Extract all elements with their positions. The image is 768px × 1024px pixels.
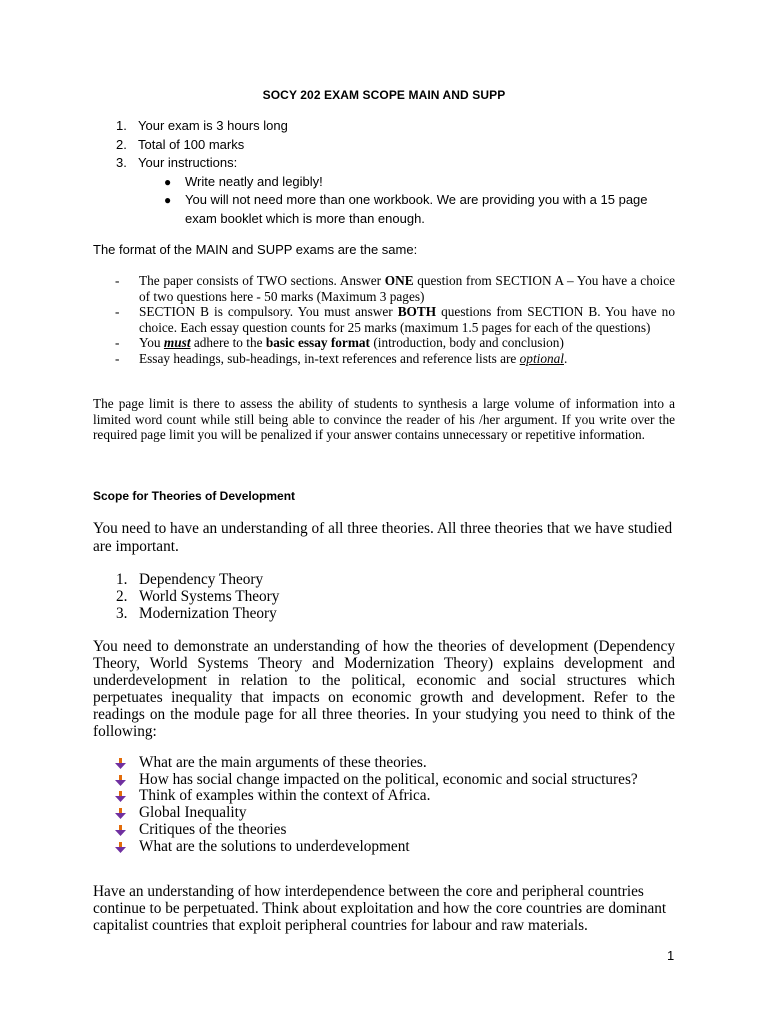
- page-title: SOCY 202 EXAM SCOPE MAIN AND SUPP: [262, 88, 506, 102]
- instructions-bullets: [92, 173, 660, 229]
- list-item: What are the solutions to underdevelopment: [93, 839, 638, 856]
- theories-list: [93, 571, 279, 622]
- dash-icon: -: [115, 273, 120, 288]
- list-item: How has social change impacted on the political, economic and social structures?: [93, 772, 638, 789]
- bullet-icon: ●: [164, 193, 172, 207]
- demonstrate-paragraph: You need to demonstrate an understanding of how the theories of development (Dependency Theory, World Systems Theory and Modernization Theory) explains development and underdevelopment in relation to the political, economic and social structures which perpetuates inequality that impacts on economic growth and development. Refer to the readings on the module page for all three theories. In your studying you need to think of the following:: [93, 638, 675, 741]
- list-item: - Essay headings, sub-headings, in-text references and reference lists are optional.: [115, 350, 568, 366]
- list-item: - The paper consists of TWO sections. Answer ONE question from SECTION A – You have a choice of two questions here - 50 marks (Maximum 3 pages): [115, 273, 676, 304]
- understanding-paragraph: You need to have an understanding of all three theories. All three theories that we have studied are important.: [93, 520, 673, 555]
- arrow-down-icon: [115, 842, 127, 854]
- list-item: 1. Your exam is 3 hours long: [116, 118, 288, 133]
- dash-icon: -: [115, 304, 120, 320]
- list-item: What are the main arguments of these theories.: [93, 755, 638, 772]
- arrow-down-icon: [115, 825, 127, 837]
- dash-icon: -: [115, 335, 120, 351]
- arrow-down-icon: [115, 791, 127, 803]
- page-number: 1: [667, 948, 675, 963]
- format-intro: The format of the MAIN and SUPP exams are the same:: [93, 242, 418, 257]
- list-item: Critiques of the theories: [93, 822, 638, 839]
- bullet-icon: ●: [164, 174, 172, 189]
- list-item: 2. Total of 100 marks: [116, 136, 245, 152]
- arrow-down-icon: [115, 775, 127, 787]
- list-item: 3. Your instructions: ● Write neatly and legibly! ● You will not need more than one workbook. We are providing you with a 15 page exam booklet which is more than enough.: [92, 154, 660, 228]
- list-item: 1. Dependency Theory: [116, 571, 264, 588]
- interdependence-paragraph: Have an understanding of how interdependence between the core and peripheral countries continue to be perpetuated. Think about exploitation and how the core countries are dominant capitalist countries that exploit peripheral countries for labour and raw materials.: [93, 883, 667, 935]
- think-list: [93, 755, 638, 855]
- dash-icon: -: [115, 350, 120, 366]
- list-item: Global Inequality: [93, 805, 638, 822]
- arrow-down-icon: [115, 758, 127, 770]
- list-item: ● You will not need more than one workbook. We are providing you with a 15 page exam booklet which is more than enough.: [164, 192, 648, 226]
- arrow-down-icon: [115, 808, 127, 820]
- instructions-list: [92, 117, 660, 228]
- section-heading: Scope for Theories of Development: [93, 489, 296, 503]
- list-item: - You must adhere to the basic essay format (introduction, body and conclusion): [115, 335, 564, 351]
- list-item: ● Write neatly and legibly!: [92, 173, 660, 192]
- list-item: - SECTION B is compulsory. You must answer BOTH questions from SECTION B. You have no choice. Each essay question counts for 25 marks (maximum 1.5 pages for each of the questions): [115, 304, 675, 335]
- list-item: Think of examples within the context of Africa.: [93, 788, 638, 805]
- format-list: [93, 273, 675, 367]
- page-limit-paragraph: The page limit is there to assess the ability of students to synthesis a large volume of information into a limited word count while still being able to convince the reader of his /her argument. If you write over the required page limit you will be penalized if your answer contains unnecessary or repetitive information.: [93, 396, 675, 443]
- list-item: 3. Modernization Theory: [116, 605, 277, 622]
- list-item: 2. World Systems Theory: [116, 588, 280, 605]
